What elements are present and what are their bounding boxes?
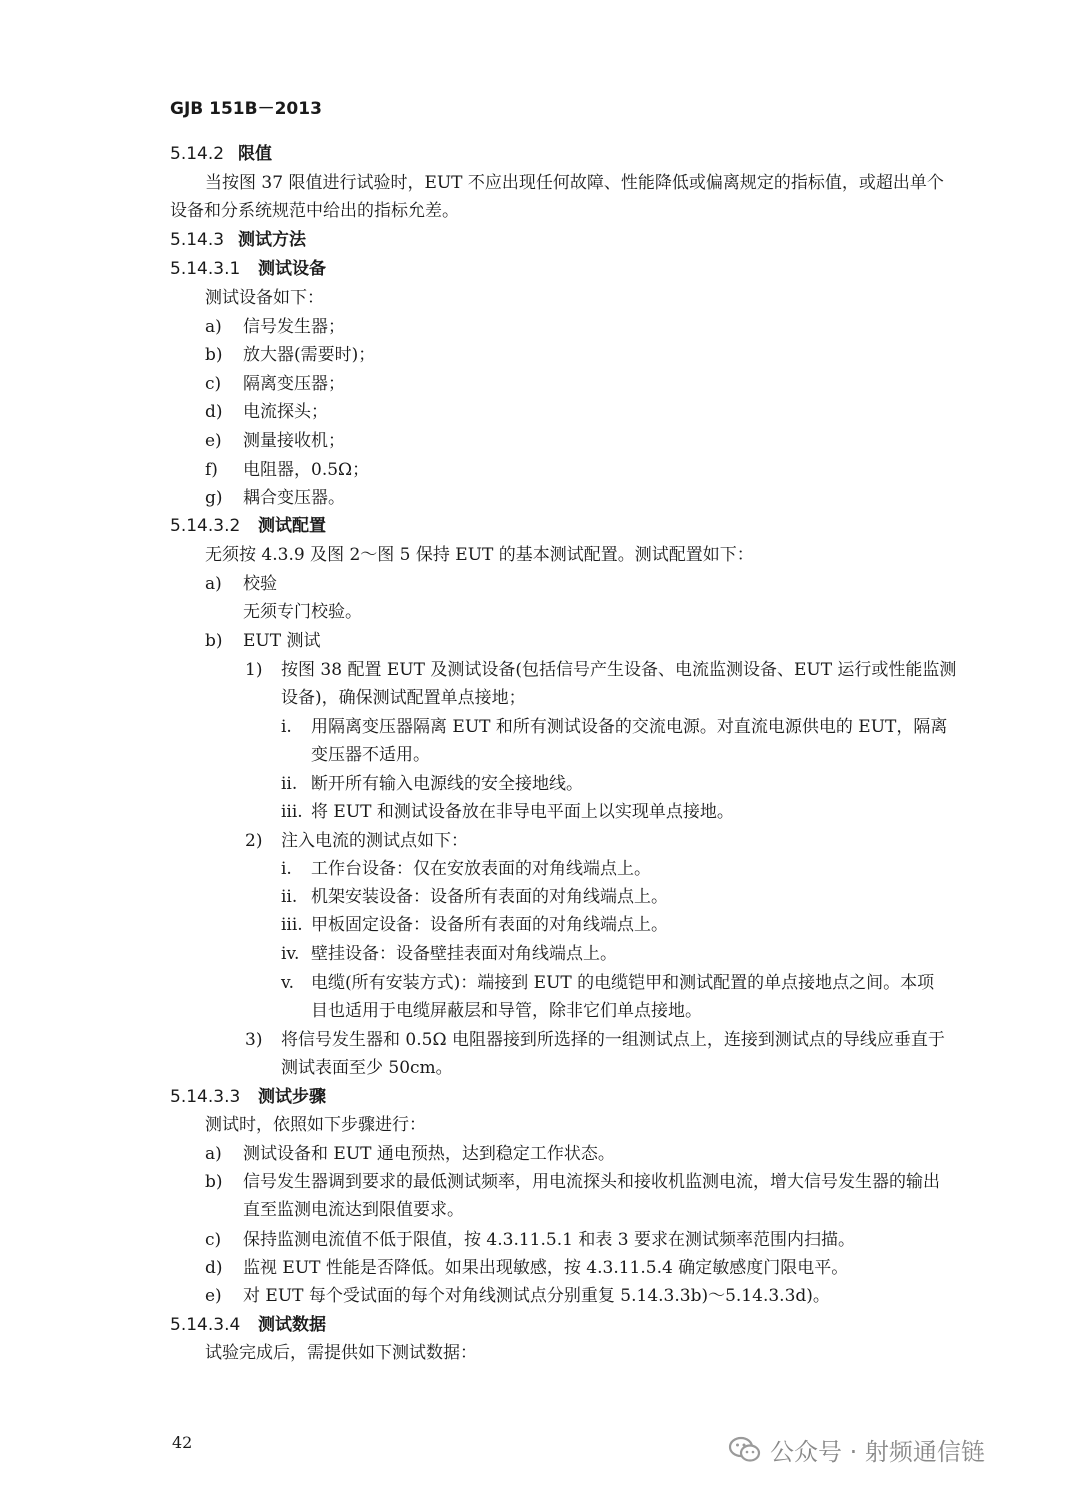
list-item xyxy=(245,1029,945,1051)
wechat-icon xyxy=(728,1435,762,1465)
list-item xyxy=(281,801,734,823)
list-text: 断开所有输入电源线的安全接地线。 xyxy=(311,774,583,794)
paragraph-line: 测试时，依照如下步骤进行： xyxy=(205,1115,426,1135)
list-marker: a) xyxy=(205,317,222,337)
list-marker: g) xyxy=(205,488,223,508)
section-number: 5.14.3.2 xyxy=(170,516,241,536)
list-item xyxy=(281,773,583,795)
list-text: EUT 测试 xyxy=(243,631,321,651)
list-marker: f) xyxy=(205,460,218,480)
list-marker: 3) xyxy=(245,1030,263,1050)
paragraph-line: 无须专门校验。 xyxy=(243,602,362,622)
list-item xyxy=(245,830,468,852)
paragraph-line: 测试设备如下： xyxy=(205,288,324,308)
list-text: 按图 38 配置 EUT 及测试设备(包括信号产生设备、电流监测设备、EUT 运行或性能监测 xyxy=(281,660,957,680)
list-item xyxy=(245,659,956,681)
section-number: 5.14.3.1 xyxy=(170,259,241,279)
list-text: 用隔离变压器隔离 EUT 和所有测试设备的交流电源。对直流电源供电的 EUT，隔离 xyxy=(311,717,948,737)
list-marker: i. xyxy=(281,717,292,737)
list-marker: ii. xyxy=(281,887,298,907)
list-text: 信号发生器调到要求的最低测试频率，用电流探头和接收机监测电流，增大信号发生器的输出 xyxy=(243,1172,940,1192)
paragraph-line: 试验完成后，需提供如下测试数据： xyxy=(205,1343,477,1363)
paragraph-line: 设备和分系统规范中给出的指标允差。 xyxy=(170,201,459,221)
paragraph-line: 目也适用于电缆屏蔽层和导管，除非它们单点接地。 xyxy=(311,1001,702,1021)
paragraph-line: 测试表面至少 50cm。 xyxy=(281,1058,453,1078)
watermark xyxy=(728,1432,985,1467)
list-marker: a) xyxy=(205,1144,222,1164)
list-text: 工作台设备：仅在安放表面的对角线端点上。 xyxy=(311,859,651,879)
paragraph-line: 当按图 37 限值进行试验时，EUT 不应出现任何故障、性能降低或偏离规定的指标值，或超出单个 xyxy=(205,173,944,193)
list-item xyxy=(281,914,668,936)
list-text: 电流探头； xyxy=(243,402,328,422)
list-marker: v. xyxy=(281,973,294,993)
list-marker: iii. xyxy=(281,802,303,822)
list-item xyxy=(281,972,934,994)
list-item xyxy=(281,858,651,880)
section-title: 测试设备 xyxy=(258,259,326,279)
list-item xyxy=(205,1171,940,1193)
list-marker: e) xyxy=(205,431,222,451)
list-marker: b) xyxy=(205,631,223,651)
list-marker: d) xyxy=(205,1258,223,1278)
list-marker: c) xyxy=(205,1230,222,1250)
list-item xyxy=(205,487,345,509)
list-item xyxy=(205,1285,830,1307)
list-text: 隔离变压器； xyxy=(243,374,345,394)
list-item xyxy=(281,943,617,965)
section-number: 5.14.2 xyxy=(170,144,225,164)
list-text: 壁挂设备：设备壁挂表面对角线端点上。 xyxy=(311,944,617,964)
list-text: 测试设备和 EUT 通电预热，达到稳定工作状态。 xyxy=(243,1144,615,1164)
list-text: 测量接收机； xyxy=(243,431,345,451)
list-marker: b) xyxy=(205,345,223,365)
section-title: 测试配置 xyxy=(258,516,326,536)
list-item xyxy=(205,459,369,481)
list-marker: c) xyxy=(205,374,222,394)
section-5-14-3-4-heading xyxy=(170,1314,326,1336)
list-text: 信号发生器； xyxy=(243,317,345,337)
list-text: 保持监测电流值不低于限值，按 4.3.11.5.1 和表 3 要求在测试频率范围内扫描。 xyxy=(243,1230,855,1250)
list-item xyxy=(205,316,345,338)
list-marker: iii. xyxy=(281,915,303,935)
paragraph-line: 设备)，确保测试配置单点接地； xyxy=(281,688,526,708)
list-text: 耦合变压器。 xyxy=(243,488,345,508)
list-item xyxy=(205,1257,848,1279)
list-marker: b) xyxy=(205,1172,223,1192)
list-item xyxy=(205,373,345,395)
list-marker: ii. xyxy=(281,774,298,794)
paragraph-line: 直至监测电流达到限值要求。 xyxy=(243,1200,464,1220)
list-text: 机架安装设备：设备所有表面的对角线端点上。 xyxy=(311,887,668,907)
list-marker: 2) xyxy=(245,831,263,851)
list-item xyxy=(205,344,375,366)
section-title: 测试方法 xyxy=(238,230,306,250)
list-text: 放大器(需要时)； xyxy=(243,345,376,365)
list-text: 校验 xyxy=(243,574,277,594)
section-number: 5.14.3 xyxy=(170,230,225,250)
list-marker: a) xyxy=(205,574,222,594)
section-5-14-3-2-heading xyxy=(170,515,326,537)
list-text: 注入电流的测试点如下： xyxy=(281,831,468,851)
list-text: 将 EUT 和测试设备放在非导电平面上以实现单点接地。 xyxy=(311,802,734,822)
list-text: 对 EUT 每个受试面的每个对角线测试点分别重复 5.14.3.3b)～5.14.3.3d)。 xyxy=(243,1286,830,1306)
list-marker: iv. xyxy=(281,944,300,964)
list-marker: i. xyxy=(281,859,292,879)
list-marker: 1) xyxy=(245,660,263,680)
list-text: 甲板固定设备：设备所有表面的对角线端点上。 xyxy=(311,915,668,935)
paragraph-line: 无须按 4.3.9 及图 2～图 5 保持 EUT 的基本测试配置。测试配置如下： xyxy=(205,545,754,565)
list-item xyxy=(281,716,947,738)
list-item xyxy=(205,1229,855,1251)
section-title: 测试数据 xyxy=(258,1315,326,1335)
list-text: 监视 EUT 性能是否降低。如果出现敏感，按 4.3.11.5.4 确定敏感度门限电平。 xyxy=(243,1258,849,1278)
standard-header: GJB 151B－2013 xyxy=(170,99,322,119)
section-5-14-2-heading xyxy=(170,143,272,165)
list-marker: d) xyxy=(205,402,223,422)
list-item xyxy=(205,401,328,423)
list-text: 将信号发生器和 0.5Ω 电阻器接到所选择的一组测试点上，连接到测试点的导线应垂直于 xyxy=(281,1030,945,1050)
section-number: 5.14.3.3 xyxy=(170,1087,241,1107)
page-number: 42 xyxy=(172,1433,193,1452)
section-number: 5.14.3.4 xyxy=(170,1315,241,1335)
list-marker: e) xyxy=(205,1286,222,1306)
list-item xyxy=(205,1143,615,1165)
section-5-14-3-3-heading xyxy=(170,1086,326,1108)
list-item xyxy=(205,630,320,652)
section-5-14-3-heading xyxy=(170,229,306,251)
paragraph-line: 变压器不适用。 xyxy=(311,745,430,765)
list-item xyxy=(281,886,668,908)
list-text: 电阻器，0.5Ω； xyxy=(243,460,370,480)
list-item xyxy=(205,430,345,452)
section-title: 测试步骤 xyxy=(258,1087,326,1107)
list-item xyxy=(205,573,277,595)
watermark-text: 公众号 · 射频通信链 xyxy=(770,1438,985,1466)
list-text: 电缆(所有安装方式)：端接到 EUT 的电缆铠甲和测试配置的单点接地点之间。本项 xyxy=(311,973,935,993)
section-5-14-3-1-heading xyxy=(170,258,326,280)
section-title: 限值 xyxy=(238,144,272,164)
